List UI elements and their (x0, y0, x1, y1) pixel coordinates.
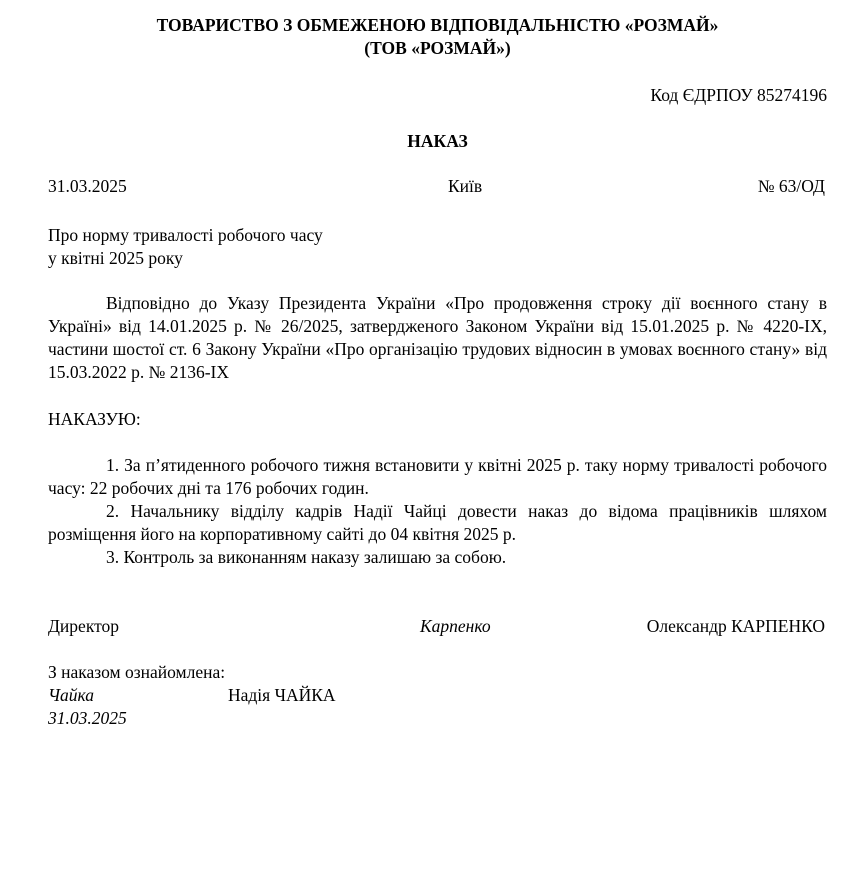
document-title: НАКАЗ (407, 131, 468, 151)
signer-position: Директор (48, 616, 120, 636)
subject-line-2: у квітні 2025 року (48, 248, 183, 268)
company-full-name: ТОВАРИСТВО З ОБМЕЖЕНОЮ ВІДПОВІДАЛЬНІСТЮ «РОЗМАЙ» (156, 15, 719, 35)
edrpou-code: Код ЄДРПОУ 85274196 (650, 85, 827, 105)
subject-line-1: Про норму тривалості робочого часу (48, 225, 323, 245)
date-city-number-row (48, 175, 827, 198)
order-item-2: 2. Начальнику відділу кадрів Надії Чайці довести наказ до відома працівників шляхом розміщення його на корпоративному сайті до 04 квітня 2025 р. (48, 501, 827, 544)
order-city: Київ (448, 176, 483, 196)
acknowledgement-date: 31.03.2025 (48, 708, 127, 728)
director-signature: Карпенко (420, 616, 491, 636)
order-item-3: 3. Контроль за виконанням наказу залишаю за собою. (106, 547, 507, 567)
acknowledgement-label: З наказом ознайомлена: (48, 662, 226, 682)
signature-row (48, 615, 827, 638)
document-page (48, 0, 827, 870)
preamble-paragraph: Відповідно до Указу Президента України «Про продовження строку дії воєнного стану в Україні» від 14.01.2025 р. № 26/2025, затвердженого Законом України від 15.01.2025 р. № 4220-IX, частини шостої ст. 6 Закону України «Про організацію трудових відносин в умовах воєнного стану» від 15.03.2022 р. № 2136-IX (48, 293, 827, 382)
signer-name: Олександр КАРПЕНКО (646, 616, 825, 636)
order-date: 31.03.2025 (48, 176, 127, 196)
order-word: НАКАЗУЮ: (48, 409, 141, 429)
acknowledgement-row (48, 684, 827, 707)
acknowledgement-signature: Чайка (48, 685, 95, 705)
order-number: № 63/ОД (757, 176, 825, 196)
acknowledgement-name: Надія ЧАЙКА (228, 685, 336, 705)
company-short-name: (ТОВ «РОЗМАЙ») (364, 38, 511, 58)
order-item-1: 1. За п’ятиденного робочого тижня встановити у квітні 2025 р. таку норму тривалості робочого часу: 22 робочих дні та 176 робочих годин. (48, 455, 827, 498)
